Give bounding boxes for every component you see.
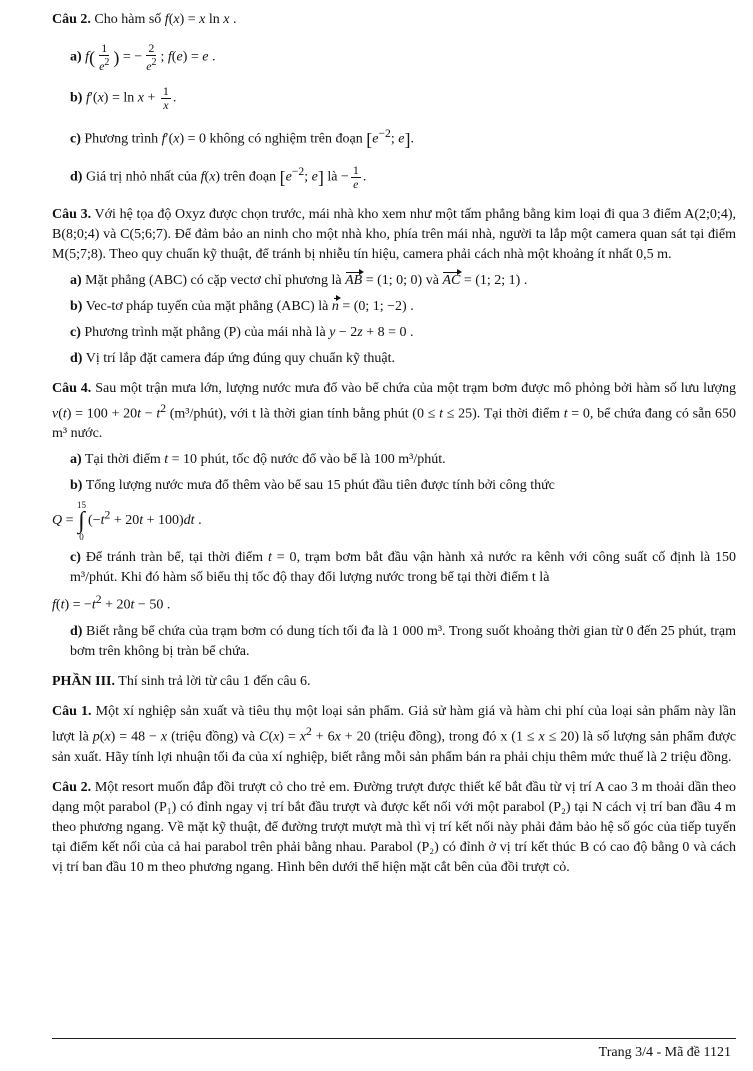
integral-formula: Q = 15 ∫ 0 $(-t^2 + 20t + 100)dt$ . xyxy=(52,500,202,543)
statement-c: c) Để tránh tràn bể, tại thời điểm t = 0, trạm bơm bắt đầu vận hành xả nước ra kênh với công suất cố định là 150 m³/phút. Khi đó hàm số biểu thị tốc độ thay đổi lượng nước trong bể tại thời điểm t là xyxy=(70,550,737,586)
question-label: Câu 2. xyxy=(52,779,92,795)
question-3 xyxy=(52,205,736,265)
question-label: Câu 4. xyxy=(52,380,92,396)
question-text: Cho hàm số xyxy=(94,12,162,27)
question-4: Câu 4. Sau một trận mưa lớn, lượng nước mưa đổ vào bể chứa của một trạm bơm được mô phỏng bởi hàm số lưu lượng $v(t) = 100 + 20t - t^2$ (m³/phút), với t là thời gian tính bằng phút (0 ≤ t ≤ 25). Tại thời điểm t = 0, bể chứa đang có sẵn 650 m³ nước. xyxy=(52,380,737,442)
statement-c: c) Phương trình mặt phẳng (P) của mái nhà là y − 2z + 8 = 0 . xyxy=(70,324,414,340)
rate-function: $f(t) = -t^2 + 20t - 50$ . xyxy=(52,593,171,613)
statement-b: b) Tổng lượng nước mưa đổ thêm vào bể sau 15 phút đầu tiên được tính bởi công thức xyxy=(70,478,555,494)
statement-label: b) xyxy=(70,90,83,106)
question-label: Câu 3. xyxy=(52,206,92,222)
question-label: Câu 2. xyxy=(52,12,91,27)
question-text: Với hệ tọa độ Oxyz được chọn trước, mái nhà kho xem như một tấm phẳng bằng kim loại đi qua 3 điểm A(2;0;4), B(8;0;4) và C(5;6;7). Để đảm bảo an ninh cho một nhà kho, phía trên mái nhà, người ta lắp một camera quan sát tại điểm M(5;7;8). Theo quy chuẩn kỹ thuật, để tránh bị nhiễu tín hiệu, camera phải cách nhà một khoảng ít nhất 0,5 m. xyxy=(52,206,736,262)
statement-c: c) Phương trình f′(x) = 0 không có nghiệm trên đoạn [$e^{-2}$; e]. xyxy=(70,127,414,150)
statement-b: b) f′(x) = ln x + $\frac{1}{x}$ . xyxy=(70,84,177,112)
part3-question-1: Câu 1. Một xí nghiệp sản xuất và tiêu thụ một loại sản phẩm. Giả sử hàm giá và hàm chi phí của loại sản phẩm này lần lượt là p(x) = 48 − x (triệu đồng) và $C(x) = x^2 + 6x + 20$ (triệu đồng), trong đó x (1 ≤ x ≤ 20) là số lượng sản phẩm được sản xuất. Hãy tính lợi nhuận tối đa của xí nghiệp, biết rằng mỗi sản phẩm bán ra phải chịu thêm mức thuế là 2 triệu đồng. xyxy=(52,703,737,765)
footer-divider xyxy=(52,1038,736,1039)
question-2-intro: Câu 2. Cho hàm số f(x) = x ln x . xyxy=(52,12,237,27)
section-label: PHẦN III. xyxy=(52,673,116,689)
statement-a: a) Mặt phẳng (ABC) có cặp vectơ chỉ phương là AB = (1; 0; 0) và AC = (1; 2; 1) . xyxy=(52,271,736,291)
statement-label: a) xyxy=(70,49,82,65)
statement-label: c) xyxy=(70,131,81,147)
section-3-heading: PHẦN III. Thí sinh trả lời từ câu 1 đến câu 6. xyxy=(52,673,311,689)
statement-d: d) Biết rằng bể chứa của trạm bơm có dung tích tối đa là 1 000 m³. Trong suốt khoảng thời gian từ 0 đến 25 phút, trạm bơm trên không bị tràn bể chứa. xyxy=(70,623,737,659)
part3-question-2: Câu 2. Một resort muốn đắp đồi trượt cỏ cho trẻ em. Đường trượt được thiết kế bắt đầu từ vị trí A cao 3 m thoải dần theo dạng một parabol (P₁) có đỉnh ngay vị trí bắt đầu trượt và được kết nối với một parabol (P₂) tại N cách vị trí ban đầu 4 m theo phương ngang. Về mặt kỹ thuật, để đường trượt mượt mà thì vị trí kết nối này phải đảm bảo hệ số góc của tiếp tuyến tại điểm kết nối của cả hai parabol trên phải bằng nhau. Parabol (P₂) có đỉnh ở vị trí kết thúc B có cao độ bằng 0 và cách vị trí ban đầu 10 m theo phương ngang. Hình bên dưới thể hiện mặt cắt bên của đồi trượt cỏ. xyxy=(52,779,737,875)
statement-d: d) Giá trị nhỏ nhất của f(x) trên đoạn [$e^{-2}$; e] là − $\frac{1}{e}$ . xyxy=(70,162,367,191)
statement-a: a) f( $\frac{1}{e^2}$ ) = − $\frac{2}{e^2}$ ; f(e) = e . xyxy=(70,41,216,73)
question-label: Câu 1. xyxy=(52,703,92,719)
statement-label: d) xyxy=(70,169,83,185)
statement-d: d) Vị trí lắp đặt camera đáp ứng đúng quy chuẩn kỹ thuật. xyxy=(70,350,395,366)
exam-page xyxy=(52,10,736,878)
statement-b: b) Vec-tơ pháp tuyến của mặt phẳng (ABC) là n = (0; 1; −2) . xyxy=(52,297,736,317)
page-footer: Trang 3/4 - Mã đề 1121 xyxy=(598,1045,731,1060)
statement-a: a) Tại thời điểm t = 10 phút, tốc độ nước đổ vào bể là 100 m³/phút. xyxy=(70,452,446,468)
math-expr: f xyxy=(164,12,169,27)
